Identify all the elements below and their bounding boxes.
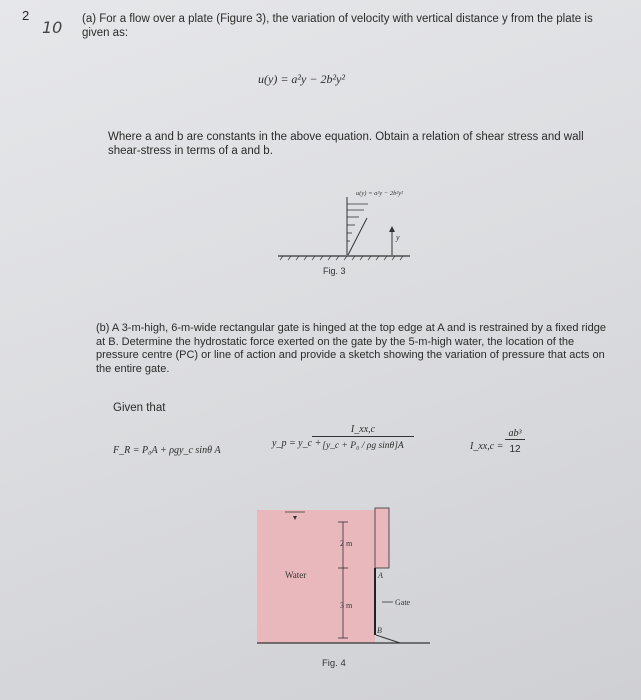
point-a-label: A [378, 571, 383, 580]
fig3-caption: Fig. 3 [323, 266, 346, 276]
part-a-intro-text: For a flow over a plate (Figure 3), the variation of velocity with vertical distance y from the plate is given as: [82, 13, 593, 39]
formula-yp-left: y_p = y_c + [272, 438, 322, 449]
part-a-equation: u(y) = a²y − 2b²y² [258, 72, 345, 86]
ridge-b [376, 635, 400, 643]
question-number: 2 [22, 8, 30, 23]
figure-3 [270, 182, 440, 278]
formula-ixx-denominator: 12 [509, 444, 521, 455]
formula-yp-denominator: [y_c + P₀ / ρg sinθ]A [322, 441, 404, 451]
water-region [257, 510, 375, 643]
fig3-equation: u(y) = a²y − 2b²y² [356, 190, 404, 197]
part-a-label: (a) [82, 13, 97, 25]
dim-top-label: 2 m [340, 539, 353, 548]
part-b-label: (b) [96, 322, 110, 334]
wall [375, 508, 389, 568]
marks-annotation: 10 [42, 18, 63, 37]
part-a-intro [82, 12, 612, 40]
part-b-body: A 3-m-high, 6-m-wide rectangular gate is hinged at the top edge at A and is restrained by a fixed ridge at B. Determine the hydrostatic force exerted on the gate by the 5-m-high water, the location of the pressure centre (PC) or line of action and provide a sketch showing the variation of pressure that acts on the entire gate. [96, 322, 606, 375]
plate-hatching [280, 256, 403, 260]
formula-ixx-numerator: ab³ [505, 428, 525, 440]
formula-yp-numerator: I_xx,c [312, 424, 414, 437]
gate-label: Gate [395, 598, 411, 607]
formula-force: F_R = P₀A + ρgy_c sinθ A [113, 445, 221, 456]
part-b-text [96, 322, 606, 376]
formula-ixx-left: I_xx,c = [470, 441, 504, 452]
part-a-task: Where a and b are constants in the above equation. Obtain a relation of shear stress and wall shear-stress in terms of a and b. [108, 131, 584, 157]
profile-curve [348, 218, 367, 255]
figure-4 [250, 500, 450, 675]
point-b-label: B [377, 626, 382, 635]
dim-bottom-label: 3 m [340, 601, 353, 610]
water-label: Water [285, 570, 307, 580]
fig3-y-label: y [396, 233, 400, 242]
given-label: Given that [113, 402, 166, 414]
fig4-caption: Fig. 4 [322, 658, 346, 669]
y-axis-arrowhead [389, 226, 395, 232]
